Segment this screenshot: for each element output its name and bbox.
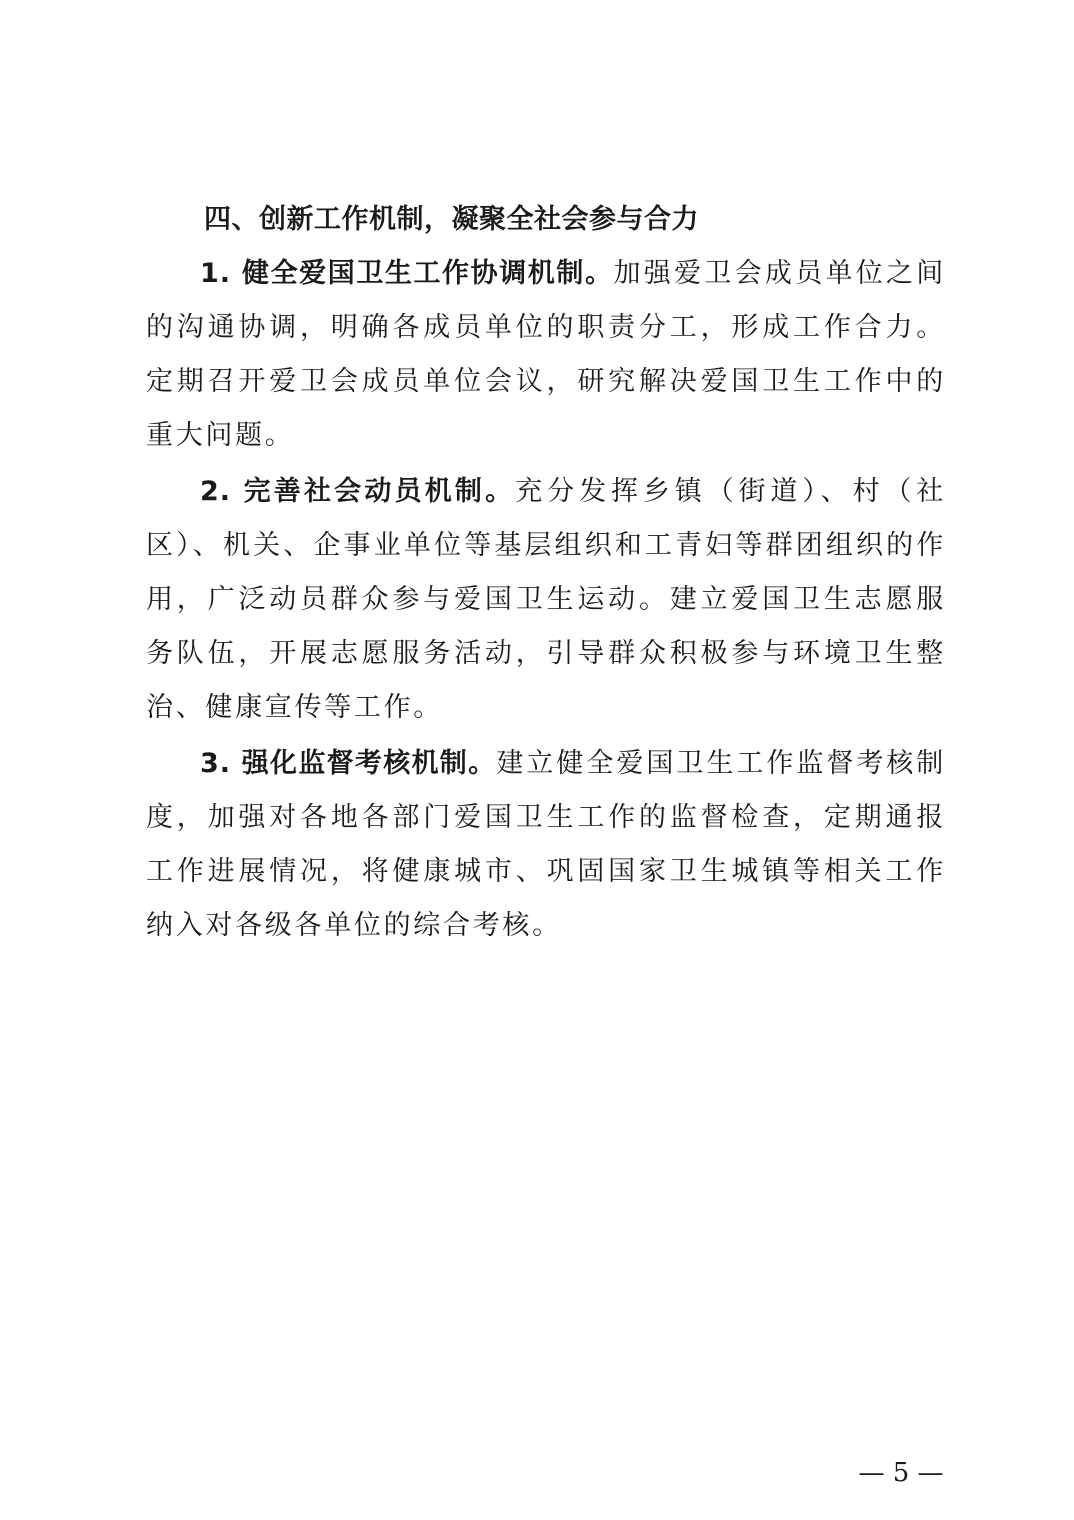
paragraph-3 (146, 737, 946, 953)
document-body (146, 193, 946, 953)
paragraph-1-body: 加强爱卫会成员单位之间的沟通协调，明确各成员单位的职责分工，形成工作合力。定期召开爱卫会成员单位会议，研究解决爱国卫生工作中的重大问题。 (146, 258, 946, 451)
paragraph-1 (146, 247, 946, 463)
paragraph-3-lead: 3. 强化监督考核机制。 (200, 748, 497, 779)
paragraph-2 (146, 465, 946, 735)
paragraph-3-body: 建立健全爱国卫生工作监督考核制度，加强对各地各部门爱国卫生工作的监督检查，定期通报工作进展情况，将健康城市、巩固国家卫生城镇等相关工作纳入对各级各单位的综合考核。 (146, 748, 947, 941)
paragraph-2-body: 充分发挥乡镇（街道）、村（社区）、机关、企事业单位等基层组织和工青妇等群团组织的作用，广泛动员群众参与爱国卫生运动。建立爱国卫生志愿服务队伍，开展志愿服务活动，引导群众积极参与环境卫生整治、健康宣传等工作。 (146, 476, 946, 723)
paragraph-1-lead: 1. 健全爱国卫生工作协调机制。 (200, 258, 614, 289)
page-number: — 5 — (858, 1458, 944, 1488)
paragraph-2-lead: 2. 完善社会动员机制。 (200, 476, 516, 507)
section-heading: 四、创新工作机制，凝聚全社会参与合力 (204, 204, 699, 235)
